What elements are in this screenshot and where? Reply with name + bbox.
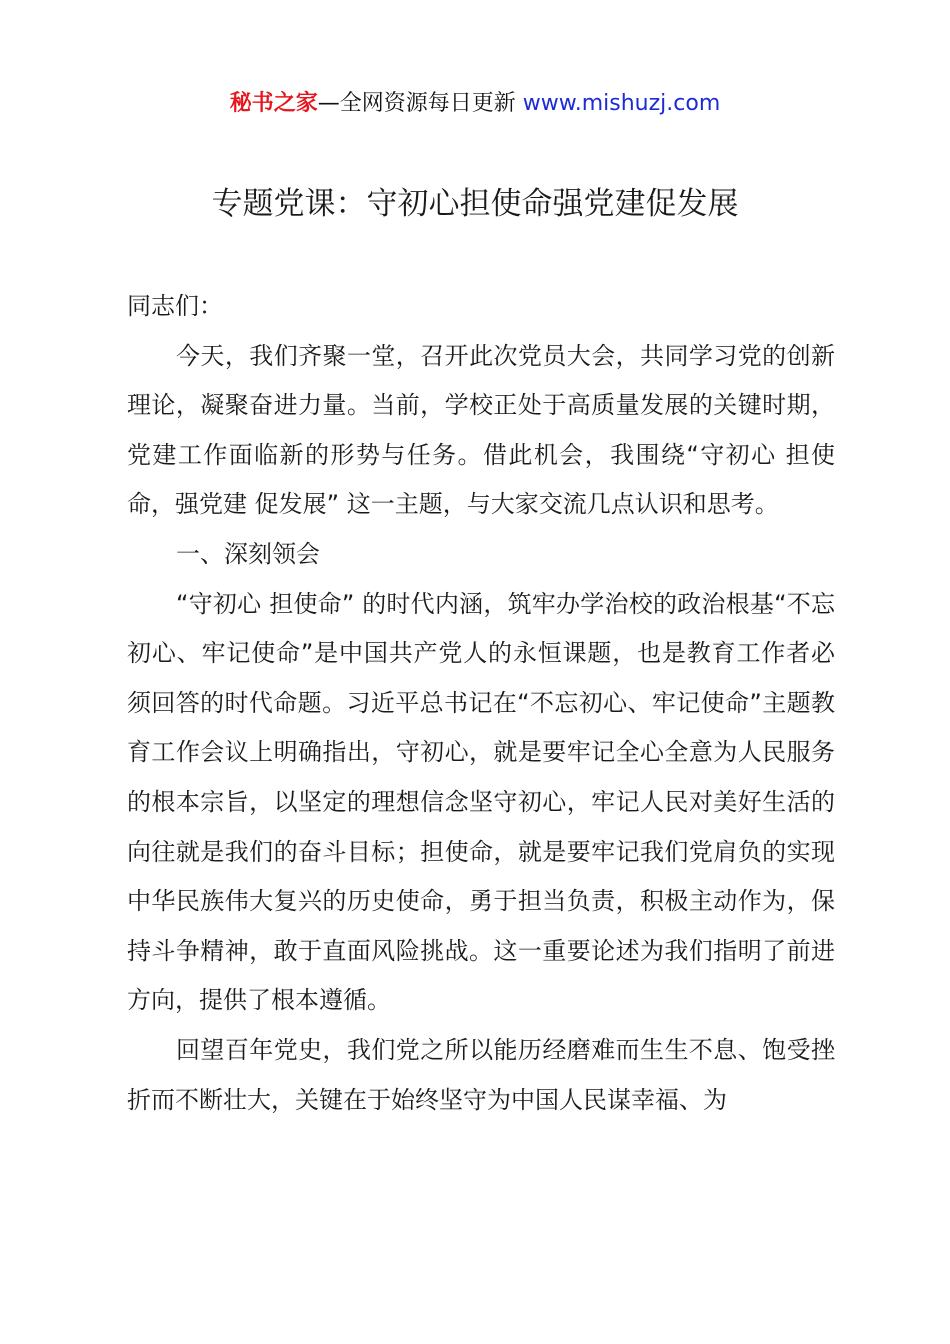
salutation: 同志们： bbox=[127, 292, 223, 320]
section-heading: 一、深刻领会 bbox=[176, 539, 320, 568]
paragraph-history: 回望百年党史，我们党之所以能历经磨难而生生不息、饱受挫折而不断壮大，关键在于始终坚守为中国人民谋幸福、为 bbox=[127, 1035, 835, 1114]
site-header bbox=[0, 88, 950, 120]
document-body bbox=[127, 282, 835, 1125]
paragraph-intro: 今天，我们齐聚一堂，召开此次党员大会，共同学习党的创新理论，凝聚奋进力量。当前，学校正处于高质量发展的关键时期，党建工作面临新的形势与任务。借此机会，我围绕“守初心 担使命，强党建 促发展” 这一主题，与大家交流几点认识和思考。 bbox=[127, 341, 835, 519]
brand-name: 秘书之家 bbox=[229, 91, 318, 116]
header-tagline: —全网资源每日更新 bbox=[317, 91, 523, 116]
site-url: www.mishuzj.com bbox=[522, 91, 721, 116]
page-title: 专题党课：守初心担使命强党建促发展 bbox=[211, 186, 739, 222]
paragraph-section-one: “守初心 担使命” 的时代内涵，筑牢办学治校的政治根基“不忘初心、牢记使命”是中国共产党人的永恒课题，也是教育工作者必须回答的时代命题。习近平总书记在“不忘初心、牢记使命”主题教育工作会议上明确指出，守初心，就是要牢记全心全意为人民服务的根本宗旨，以坚定的理想信念坚守初心，牢记人民对美好生活的向往就是我们的奋斗目标；担使命，就是要牢记我们党肩负的实现中华民族伟大复兴的历史使命，勇于担当负责，积极主动作为，保持斗争精神，敢于直面风险挑战。这一重要论述为我们指明了前进方向，提供了根本遵循。 bbox=[127, 589, 835, 1015]
